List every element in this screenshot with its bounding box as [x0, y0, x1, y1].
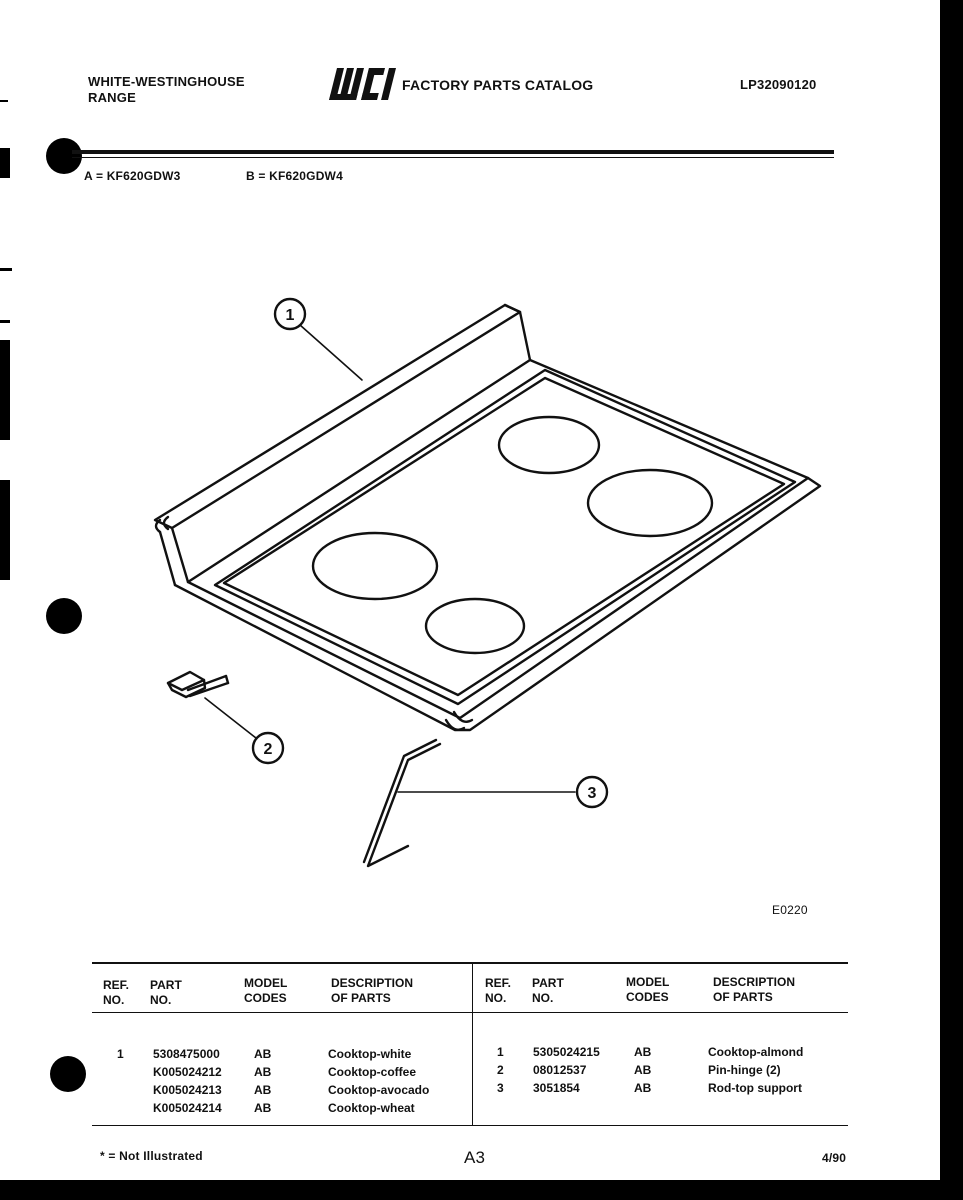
model-codes: AB — [254, 1065, 272, 1079]
description: Cooktop-avocado — [328, 1083, 430, 1097]
description: Cooktop-almond — [708, 1045, 804, 1059]
cooktop-surface — [175, 360, 820, 730]
callout-label-3: 3 — [587, 785, 597, 802]
table-divider — [472, 962, 473, 1126]
leader-line-1 — [300, 325, 362, 380]
model-b: B = KF620GDW4 — [246, 169, 343, 183]
figure-code: E0220 — [772, 903, 808, 917]
ref-no: 2 — [497, 1063, 504, 1077]
model-codes: AB — [634, 1045, 652, 1059]
part-no: K005024212 — [153, 1065, 222, 1079]
description: Cooktop-white — [328, 1047, 412, 1061]
col-header-part-right: PART NO. — [532, 976, 564, 1005]
description: Pin-hinge (2) — [708, 1063, 781, 1077]
table-bottom-rule — [92, 1125, 848, 1126]
model-codes: AB — [254, 1083, 272, 1097]
leader-line-2 — [205, 698, 256, 738]
callout-label-1: 1 — [285, 307, 295, 324]
description: Cooktop-wheat — [328, 1101, 415, 1115]
ref-no: 1 — [497, 1045, 504, 1059]
table-header-rule — [92, 1012, 848, 1013]
brand-line-2: RANGE — [88, 90, 136, 105]
ref-no: 3 — [497, 1081, 504, 1095]
callout-label-2: 2 — [263, 741, 273, 758]
model-codes: AB — [634, 1081, 652, 1095]
description: Cooktop-coffee — [328, 1065, 416, 1079]
pin-hinge-part — [168, 672, 228, 697]
col-header-ref-left: REF. NO. — [103, 978, 130, 1007]
part-no: 5305024215 — [533, 1045, 600, 1059]
table-top-rule — [92, 962, 848, 964]
col-header-model-right: MODEL CODES — [626, 975, 670, 1004]
page-number: A3 — [464, 1148, 486, 1167]
part-no: 5308475000 — [153, 1047, 220, 1061]
model-codes: AB — [254, 1047, 272, 1061]
catalog-title: FACTORY PARTS CATALOG — [402, 77, 594, 93]
part-no: K005024214 — [153, 1101, 222, 1115]
ref-no: 1 — [117, 1047, 124, 1061]
col-header-ref-right: REF. NO. — [485, 976, 512, 1005]
brand-line-1: WHITE-WESTINGHOUSE — [88, 74, 245, 89]
catalog-number: LP32090120 — [740, 77, 817, 92]
col-header-part-left: PART NO. — [150, 978, 182, 1007]
col-header-desc-right: DESCRIPTION OF PARTS — [713, 975, 796, 1004]
part-no: 08012537 — [533, 1063, 587, 1077]
col-header-desc-left: DESCRIPTION OF PARTS — [331, 976, 414, 1005]
model-codes: AB — [634, 1063, 652, 1077]
description: Rod-top support — [708, 1081, 802, 1095]
model-codes: AB — [254, 1101, 272, 1115]
part-no: 3051854 — [533, 1081, 580, 1095]
not-illustrated-note: * = Not Illustrated — [100, 1149, 203, 1163]
catalog-date: 4/90 — [822, 1151, 847, 1165]
model-a: A = KF620GDW3 — [84, 169, 181, 183]
rod-top-support-part — [364, 740, 440, 866]
part-no: K005024213 — [153, 1083, 222, 1097]
binder-hole-bottom — [50, 1056, 86, 1092]
col-header-model-left: MODEL CODES — [244, 976, 288, 1005]
